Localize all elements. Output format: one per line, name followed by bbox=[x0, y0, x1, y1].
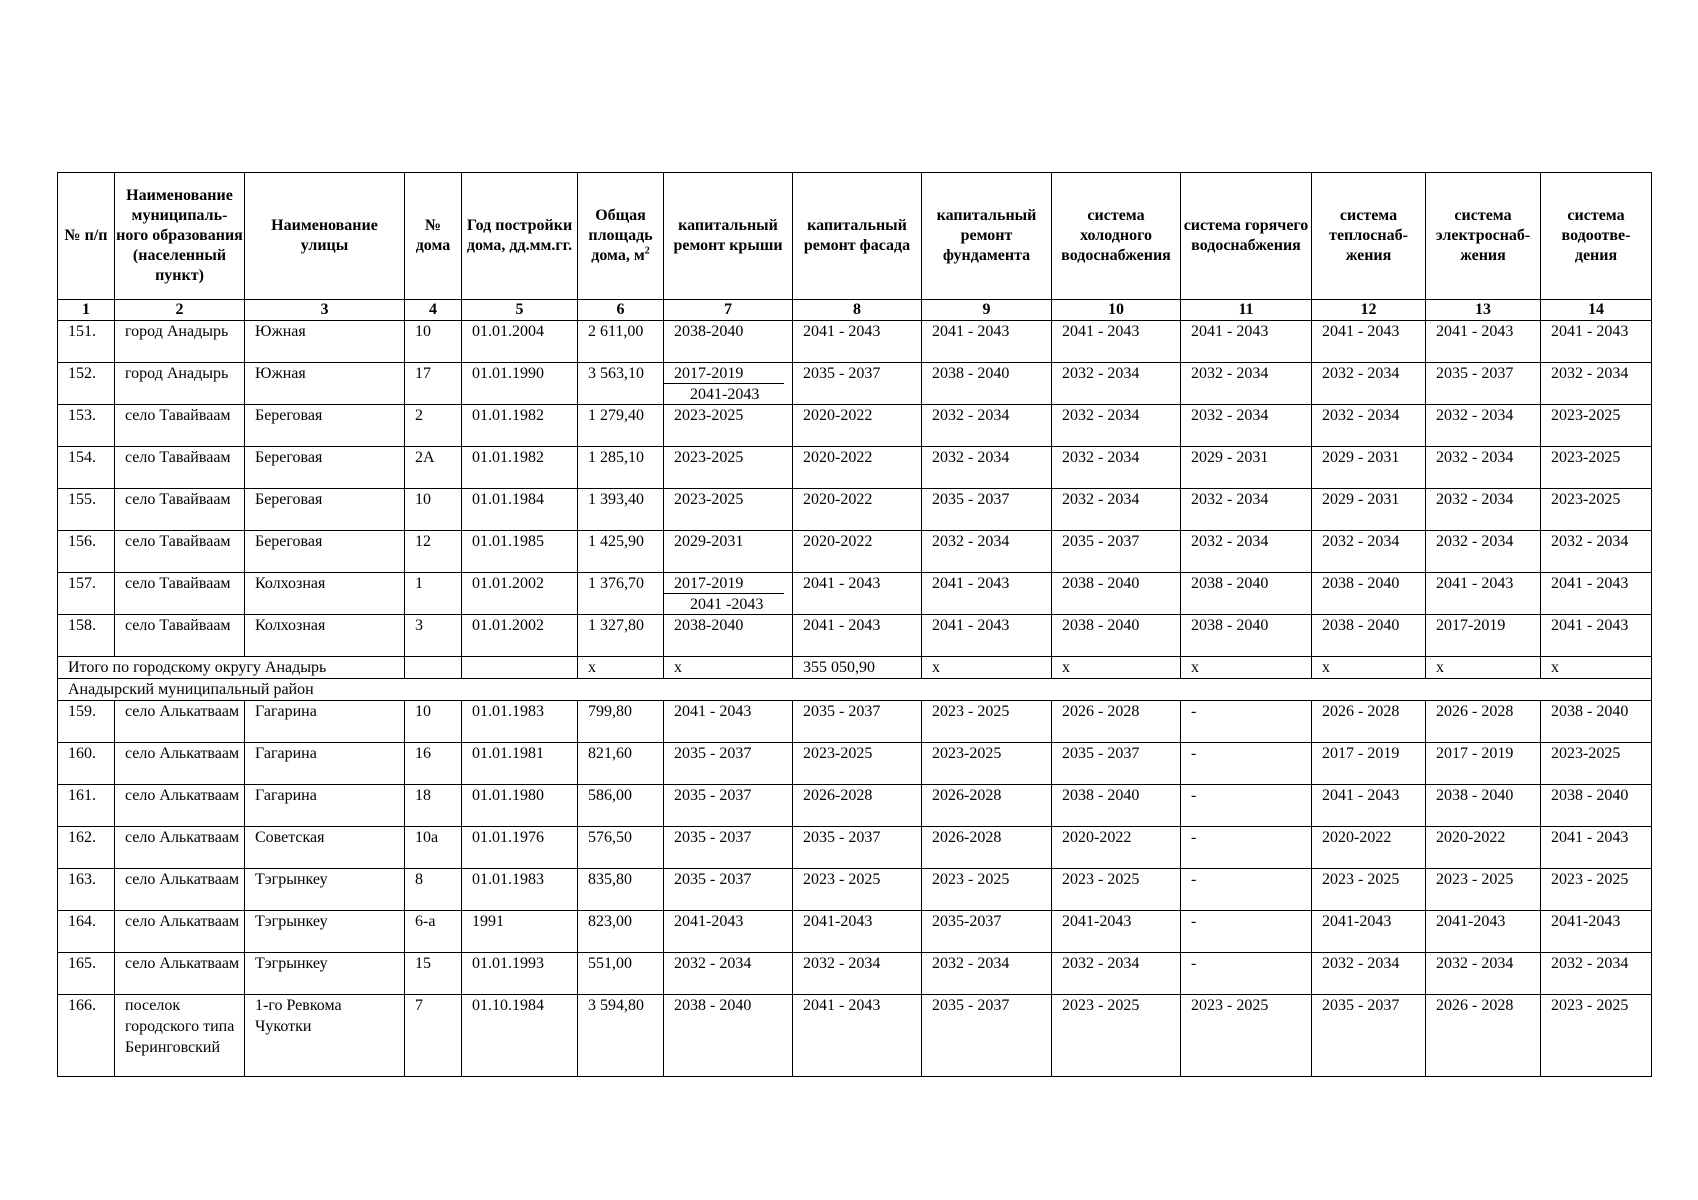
cell-build-year: 01.01.1993 bbox=[462, 953, 578, 995]
cell-cold-water: 2038 - 2040 bbox=[1052, 573, 1181, 615]
total-drainage: x bbox=[1541, 657, 1652, 679]
column-number: 9 bbox=[922, 300, 1052, 321]
total-label: Итого по городскому округу Анадырь bbox=[58, 657, 405, 679]
header-foundation-repair: капитальный ремонт фундамента bbox=[922, 173, 1052, 300]
cell-cold-water: 2032 - 2034 bbox=[1052, 953, 1181, 995]
capital-repair-schedule-table bbox=[57, 172, 1652, 1077]
total-cell-empty bbox=[462, 657, 578, 679]
cell-roof-repair: 2032 - 2034 bbox=[664, 953, 793, 995]
cell-row-number: 164. bbox=[58, 911, 115, 953]
cell-roof-repair-period-1: 2017-2019 bbox=[664, 573, 784, 594]
table-row bbox=[58, 827, 1652, 869]
cell-hot-water: - bbox=[1181, 743, 1312, 785]
cell-total-area: 1 376,70 bbox=[578, 573, 664, 615]
cell-facade-repair: 2035 - 2037 bbox=[793, 363, 922, 405]
column-number: 13 bbox=[1426, 300, 1541, 321]
cell-roof-repair: 2023-2025 bbox=[664, 447, 793, 489]
cell-row-number: 162. bbox=[58, 827, 115, 869]
cell-facade-repair: 2041-2043 bbox=[793, 911, 922, 953]
cell-municipality: село Тавайваам bbox=[115, 447, 245, 489]
column-number: 1 bbox=[58, 300, 115, 321]
cell-hot-water: 2029 - 2031 bbox=[1181, 447, 1312, 489]
cell-electric: 2032 - 2034 bbox=[1426, 447, 1541, 489]
column-number: 10 bbox=[1052, 300, 1181, 321]
cell-row-number: 161. bbox=[58, 785, 115, 827]
header-roof-repair: капитальный ремонт крыши bbox=[664, 173, 793, 300]
column-number: 12 bbox=[1312, 300, 1426, 321]
cell-facade-repair: 2035 - 2037 bbox=[793, 701, 922, 743]
cell-drainage: 2038 - 2040 bbox=[1541, 785, 1652, 827]
cell-foundation-repair: 2035-2037 bbox=[922, 911, 1052, 953]
cell-foundation-repair: 2032 - 2034 bbox=[922, 405, 1052, 447]
cell-house-number: 2А bbox=[405, 447, 462, 489]
cell-total-area: 1 285,10 bbox=[578, 447, 664, 489]
cell-row-number: 165. bbox=[58, 953, 115, 995]
cell-build-year: 1991 bbox=[462, 911, 578, 953]
cell-foundation-repair: 2032 - 2034 bbox=[922, 447, 1052, 489]
cell-row-number: 153. bbox=[58, 405, 115, 447]
cell-drainage: 2038 - 2040 bbox=[1541, 701, 1652, 743]
cell-hot-water: - bbox=[1181, 911, 1312, 953]
cell-electric: 2032 - 2034 bbox=[1426, 489, 1541, 531]
cell-street: Тэгрынкеу bbox=[245, 953, 405, 995]
cell-drainage: 2041 - 2043 bbox=[1541, 827, 1652, 869]
cell-facade-repair: 2023 - 2025 bbox=[793, 869, 922, 911]
cell-roof-repair-period-2: 2041-2043 bbox=[690, 386, 760, 403]
cell-municipality: село Тавайваам bbox=[115, 489, 245, 531]
cell-drainage: 2032 - 2034 bbox=[1541, 953, 1652, 995]
cell-heating: 2017 - 2019 bbox=[1312, 743, 1426, 785]
cell-facade-repair: 2041 - 2043 bbox=[793, 321, 922, 363]
cell-row-number: 158. bbox=[58, 615, 115, 657]
column-number: 14 bbox=[1541, 300, 1652, 321]
cell-electric: 2026 - 2028 bbox=[1426, 995, 1541, 1077]
cell-cold-water: 2041-2043 bbox=[1052, 911, 1181, 953]
cell-build-year: 01.01.1983 bbox=[462, 869, 578, 911]
cell-heating: 2029 - 2031 bbox=[1312, 489, 1426, 531]
cell-facade-repair: 2020-2022 bbox=[793, 447, 922, 489]
cell-drainage: 2041-2043 bbox=[1541, 911, 1652, 953]
cell-roof-repair: 2038-2040 bbox=[664, 321, 793, 363]
cell-electric: 2041 - 2043 bbox=[1426, 573, 1541, 615]
cell-heating: 2029 - 2031 bbox=[1312, 447, 1426, 489]
cell-street: Колхозная bbox=[245, 573, 405, 615]
cell-street: Гагарина bbox=[245, 785, 405, 827]
header-street: Наименование улицы bbox=[245, 173, 405, 300]
table-row bbox=[58, 785, 1652, 827]
cell-facade-repair: 2020-2022 bbox=[793, 531, 922, 573]
cell-heating: 2032 - 2034 bbox=[1312, 405, 1426, 447]
cell-build-year: 01.01.2002 bbox=[462, 615, 578, 657]
header-electric-system: система электроснаб-жения bbox=[1426, 173, 1541, 300]
cell-roof-repair: 2035 - 2037 bbox=[664, 869, 793, 911]
cell-row-number: 157. bbox=[58, 573, 115, 615]
cell-facade-repair: 2020-2022 bbox=[793, 405, 922, 447]
cell-heating: 2020-2022 bbox=[1312, 827, 1426, 869]
cell-build-year: 01.01.1985 bbox=[462, 531, 578, 573]
total-cold-water: x bbox=[1052, 657, 1181, 679]
cell-drainage: 2041 - 2043 bbox=[1541, 615, 1652, 657]
cell-hot-water: 2032 - 2034 bbox=[1181, 405, 1312, 447]
cell-row-number: 163. bbox=[58, 869, 115, 911]
cell-row-number: 155. bbox=[58, 489, 115, 531]
total-facade: 355 050,90 bbox=[793, 657, 922, 679]
cell-cold-water: 2023 - 2025 bbox=[1052, 869, 1181, 911]
cell-electric: 2032 - 2034 bbox=[1426, 405, 1541, 447]
cell-electric: 2023 - 2025 bbox=[1426, 869, 1541, 911]
cell-cold-water: 2032 - 2034 bbox=[1052, 489, 1181, 531]
cell-street: Береговая bbox=[245, 531, 405, 573]
header-facade-repair: капитальный ремонт фасада bbox=[793, 173, 922, 300]
cell-roof-repair: 2029-2031 bbox=[664, 531, 793, 573]
cell-foundation-repair: 2041 - 2043 bbox=[922, 615, 1052, 657]
table-row bbox=[58, 869, 1652, 911]
cell-electric: 2020-2022 bbox=[1426, 827, 1541, 869]
cell-electric: 2017 - 2019 bbox=[1426, 743, 1541, 785]
cell-total-area: 799,80 bbox=[578, 701, 664, 743]
cell-municipality: село Тавайваам bbox=[115, 405, 245, 447]
table-body-anadyr bbox=[58, 321, 1652, 657]
cell-municipality: село Алькатваам bbox=[115, 743, 245, 785]
cell-total-area: 1 327,80 bbox=[578, 615, 664, 657]
column-number: 11 bbox=[1181, 300, 1312, 321]
table-row bbox=[58, 363, 1652, 405]
cell-cold-water: 2032 - 2034 bbox=[1052, 447, 1181, 489]
cell-roof-repair bbox=[664, 363, 793, 405]
cell-cold-water: 2032 - 2034 bbox=[1052, 363, 1181, 405]
table-row bbox=[58, 573, 1652, 615]
total-row bbox=[58, 657, 1652, 679]
total-hot-water: x bbox=[1181, 657, 1312, 679]
cell-municipality: село Тавайваам bbox=[115, 573, 245, 615]
cell-drainage: 2023-2025 bbox=[1541, 489, 1652, 531]
cell-hot-water: 2032 - 2034 bbox=[1181, 363, 1312, 405]
cell-electric: 2032 - 2034 bbox=[1426, 531, 1541, 573]
cell-street: Советская bbox=[245, 827, 405, 869]
cell-total-area: 576,50 bbox=[578, 827, 664, 869]
cell-roof-repair: 2035 - 2037 bbox=[664, 785, 793, 827]
column-number: 2 bbox=[115, 300, 245, 321]
cell-foundation-repair: 2026-2028 bbox=[922, 827, 1052, 869]
cell-foundation-repair: 2032 - 2034 bbox=[922, 953, 1052, 995]
total-electric: x bbox=[1426, 657, 1541, 679]
table-row bbox=[58, 911, 1652, 953]
cell-drainage: 2041 - 2043 bbox=[1541, 321, 1652, 363]
cell-heating: 2038 - 2040 bbox=[1312, 615, 1426, 657]
cell-foundation-repair: 2038 - 2040 bbox=[922, 363, 1052, 405]
cell-heating: 2038 - 2040 bbox=[1312, 573, 1426, 615]
table-row bbox=[58, 405, 1652, 447]
cell-street: Тэгрынкеу bbox=[245, 911, 405, 953]
cell-street: 1-го Ревкома Чукотки bbox=[245, 995, 405, 1077]
table-row bbox=[58, 953, 1652, 995]
cell-build-year: 01.01.2004 bbox=[462, 321, 578, 363]
column-number: 7 bbox=[664, 300, 793, 321]
header-total-area-label: Общая площадь дома, м bbox=[588, 207, 653, 264]
cell-cold-water: 2032 - 2034 bbox=[1052, 405, 1181, 447]
cell-foundation-repair: 2041 - 2043 bbox=[922, 573, 1052, 615]
cell-total-area: 551,00 bbox=[578, 953, 664, 995]
cell-house-number: 7 bbox=[405, 995, 462, 1077]
cell-house-number: 12 bbox=[405, 531, 462, 573]
cell-street: Южная bbox=[245, 363, 405, 405]
cell-street: Южная bbox=[245, 321, 405, 363]
cell-cold-water: 2020-2022 bbox=[1052, 827, 1181, 869]
cell-heating: 2026 - 2028 bbox=[1312, 701, 1426, 743]
header-row bbox=[58, 173, 1652, 300]
cell-hot-water: - bbox=[1181, 701, 1312, 743]
cell-house-number: 15 bbox=[405, 953, 462, 995]
cell-house-number: 3 bbox=[405, 615, 462, 657]
cell-hot-water: 2038 - 2040 bbox=[1181, 573, 1312, 615]
cell-electric: 2032 - 2034 bbox=[1426, 953, 1541, 995]
cell-house-number: 10 bbox=[405, 701, 462, 743]
cell-hot-water: 2038 - 2040 bbox=[1181, 615, 1312, 657]
cell-hot-water: - bbox=[1181, 953, 1312, 995]
table-row bbox=[58, 995, 1652, 1077]
cell-house-number: 17 bbox=[405, 363, 462, 405]
cell-drainage: 2032 - 2034 bbox=[1541, 363, 1652, 405]
cell-row-number: 160. bbox=[58, 743, 115, 785]
cell-heating: 2032 - 2034 bbox=[1312, 953, 1426, 995]
cell-electric: 2041-2043 bbox=[1426, 911, 1541, 953]
cell-row-number: 152. bbox=[58, 363, 115, 405]
cell-municipality: село Алькатваам bbox=[115, 701, 245, 743]
column-number-row bbox=[58, 300, 1652, 321]
header-build-year: Год постройки дома, дд.мм.гг. bbox=[462, 173, 578, 300]
cell-facade-repair: 2041 - 2043 bbox=[793, 995, 922, 1077]
total-foundation: x bbox=[922, 657, 1052, 679]
cell-hot-water: - bbox=[1181, 869, 1312, 911]
cell-hot-water: - bbox=[1181, 785, 1312, 827]
cell-total-area: 586,00 bbox=[578, 785, 664, 827]
table-row bbox=[58, 743, 1652, 785]
cell-heating: 2032 - 2034 bbox=[1312, 531, 1426, 573]
column-number: 3 bbox=[245, 300, 405, 321]
cell-foundation-repair: 2023 - 2025 bbox=[922, 869, 1052, 911]
cell-facade-repair: 2035 - 2037 bbox=[793, 827, 922, 869]
cell-heating: 2035 - 2037 bbox=[1312, 995, 1426, 1077]
cell-municipality: село Тавайваам bbox=[115, 615, 245, 657]
cell-house-number: 10 bbox=[405, 321, 462, 363]
cell-build-year: 01.01.1976 bbox=[462, 827, 578, 869]
cell-street: Береговая bbox=[245, 405, 405, 447]
cell-foundation-repair: 2041 - 2043 bbox=[922, 321, 1052, 363]
cell-electric: 2017-2019 bbox=[1426, 615, 1541, 657]
table-row bbox=[58, 489, 1652, 531]
cell-roof-repair: 2041 - 2043 bbox=[664, 701, 793, 743]
cell-municipality: село Алькатваам bbox=[115, 869, 245, 911]
cell-build-year: 01.01.1982 bbox=[462, 405, 578, 447]
section-title: Анадырский муниципальный район bbox=[58, 679, 1652, 701]
cell-total-area: 821,60 bbox=[578, 743, 664, 785]
cell-house-number: 10а bbox=[405, 827, 462, 869]
header-total-area bbox=[578, 173, 664, 300]
cell-total-area: 1 425,90 bbox=[578, 531, 664, 573]
table-row bbox=[58, 615, 1652, 657]
cell-build-year: 01.01.1982 bbox=[462, 447, 578, 489]
cell-total-area: 835,80 bbox=[578, 869, 664, 911]
cell-total-area: 1 393,40 bbox=[578, 489, 664, 531]
cell-build-year: 01.01.1980 bbox=[462, 785, 578, 827]
cell-total-area: 3 594,80 bbox=[578, 995, 664, 1077]
cell-street: Береговая bbox=[245, 489, 405, 531]
cell-facade-repair: 2041 - 2043 bbox=[793, 573, 922, 615]
cell-heating: 2041-2043 bbox=[1312, 911, 1426, 953]
column-number: 5 bbox=[462, 300, 578, 321]
cell-street: Береговая bbox=[245, 447, 405, 489]
cell-row-number: 151. bbox=[58, 321, 115, 363]
cell-row-number: 154. bbox=[58, 447, 115, 489]
cell-foundation-repair: 2035 - 2037 bbox=[922, 995, 1052, 1077]
header-cold-water-system: система холодного водоснабжения bbox=[1052, 173, 1181, 300]
total-area: x bbox=[578, 657, 664, 679]
cell-municipality: село Алькатваам bbox=[115, 911, 245, 953]
table-row bbox=[58, 447, 1652, 489]
cell-roof-repair: 2035 - 2037 bbox=[664, 827, 793, 869]
cell-cold-water: 2026 - 2028 bbox=[1052, 701, 1181, 743]
header-drainage-system: система водоотве-дения bbox=[1541, 173, 1652, 300]
cell-house-number: 10 bbox=[405, 489, 462, 531]
section-row bbox=[58, 679, 1652, 701]
cell-electric: 2038 - 2040 bbox=[1426, 785, 1541, 827]
table-row bbox=[58, 701, 1652, 743]
cell-cold-water: 2041 - 2043 bbox=[1052, 321, 1181, 363]
cell-drainage: 2023-2025 bbox=[1541, 405, 1652, 447]
cell-roof-repair-period-1: 2017-2019 bbox=[664, 363, 784, 384]
cell-street: Тэгрынкеу bbox=[245, 869, 405, 911]
header-hot-water-system: система горячего водоснабжения bbox=[1181, 173, 1312, 300]
cell-drainage: 2041 - 2043 bbox=[1541, 573, 1652, 615]
cell-foundation-repair: 2026-2028 bbox=[922, 785, 1052, 827]
column-number: 8 bbox=[793, 300, 922, 321]
cell-hot-water: 2023 - 2025 bbox=[1181, 995, 1312, 1077]
cell-build-year: 01.01.1981 bbox=[462, 743, 578, 785]
cell-total-area: 3 563,10 bbox=[578, 363, 664, 405]
cell-hot-water: 2032 - 2034 bbox=[1181, 531, 1312, 573]
cell-facade-repair: 2032 - 2034 bbox=[793, 953, 922, 995]
cell-roof-repair: 2023-2025 bbox=[664, 489, 793, 531]
cell-heating: 2041 - 2043 bbox=[1312, 321, 1426, 363]
cell-cold-water: 2035 - 2037 bbox=[1052, 531, 1181, 573]
header-total-area-unit-exponent: 2 bbox=[644, 245, 650, 257]
cell-electric: 2041 - 2043 bbox=[1426, 321, 1541, 363]
cell-row-number: 166. bbox=[58, 995, 115, 1077]
cell-facade-repair: 2020-2022 bbox=[793, 489, 922, 531]
cell-municipality: город Анадырь bbox=[115, 363, 245, 405]
cell-heating: 2041 - 2043 bbox=[1312, 785, 1426, 827]
cell-street: Гагарина bbox=[245, 701, 405, 743]
cell-roof-repair-period-2: 2041 -2043 bbox=[690, 596, 764, 613]
table-summary bbox=[58, 657, 1652, 701]
cell-drainage: 2023 - 2025 bbox=[1541, 995, 1652, 1077]
cell-facade-repair: 2023-2025 bbox=[793, 743, 922, 785]
cell-house-number: 16 bbox=[405, 743, 462, 785]
table-row bbox=[58, 321, 1652, 363]
header-municipality: Наименование муниципаль-ного образования (населенный пункт) bbox=[115, 173, 245, 300]
cell-row-number: 156. bbox=[58, 531, 115, 573]
cell-roof-repair: 2023-2025 bbox=[664, 405, 793, 447]
cell-electric: 2035 - 2037 bbox=[1426, 363, 1541, 405]
column-number: 6 bbox=[578, 300, 664, 321]
cell-municipality: село Алькатваам bbox=[115, 953, 245, 995]
cell-electric: 2026 - 2028 bbox=[1426, 701, 1541, 743]
cell-cold-water: 2038 - 2040 bbox=[1052, 615, 1181, 657]
cell-foundation-repair: 2035 - 2037 bbox=[922, 489, 1052, 531]
cell-facade-repair: 2041 - 2043 bbox=[793, 615, 922, 657]
cell-roof-repair: 2038 - 2040 bbox=[664, 995, 793, 1077]
cell-house-number: 8 bbox=[405, 869, 462, 911]
cell-total-area: 823,00 bbox=[578, 911, 664, 953]
column-number: 4 bbox=[405, 300, 462, 321]
header-row-number: № п/п bbox=[58, 173, 115, 300]
cell-roof-repair: 2035 - 2037 bbox=[664, 743, 793, 785]
cell-roof-repair bbox=[664, 573, 793, 615]
cell-build-year: 01.01.1984 bbox=[462, 489, 578, 531]
cell-foundation-repair: 2023 - 2025 bbox=[922, 701, 1052, 743]
cell-drainage: 2023-2025 bbox=[1541, 447, 1652, 489]
cell-hot-water: - bbox=[1181, 827, 1312, 869]
cell-drainage: 2023 - 2025 bbox=[1541, 869, 1652, 911]
cell-build-year: 01.01.1990 bbox=[462, 363, 578, 405]
cell-total-area: 1 279,40 bbox=[578, 405, 664, 447]
cell-roof-repair: 2041-2043 bbox=[664, 911, 793, 953]
total-cell-empty bbox=[405, 657, 462, 679]
cell-municipality: село Тавайваам bbox=[115, 531, 245, 573]
cell-build-year: 01.01.2002 bbox=[462, 573, 578, 615]
cell-street: Гагарина bbox=[245, 743, 405, 785]
cell-foundation-repair: 2023-2025 bbox=[922, 743, 1052, 785]
cell-heating: 2023 - 2025 bbox=[1312, 869, 1426, 911]
cell-cold-water: 2035 - 2037 bbox=[1052, 743, 1181, 785]
table-row bbox=[58, 531, 1652, 573]
cell-house-number: 6-а bbox=[405, 911, 462, 953]
header-heating-system: система теплоснаб-жения bbox=[1312, 173, 1426, 300]
cell-drainage: 2032 - 2034 bbox=[1541, 531, 1652, 573]
cell-roof-repair: 2038-2040 bbox=[664, 615, 793, 657]
table-body-anadyr-district bbox=[58, 701, 1652, 1077]
cell-municipality: село Алькатваам bbox=[115, 785, 245, 827]
cell-house-number: 2 bbox=[405, 405, 462, 447]
cell-build-year: 01.01.1983 bbox=[462, 701, 578, 743]
cell-house-number: 18 bbox=[405, 785, 462, 827]
total-heating: x bbox=[1312, 657, 1426, 679]
cell-cold-water: 2038 - 2040 bbox=[1052, 785, 1181, 827]
cell-street: Колхозная bbox=[245, 615, 405, 657]
cell-house-number: 1 bbox=[405, 573, 462, 615]
cell-municipality: село Алькатваам bbox=[115, 827, 245, 869]
cell-cold-water: 2023 - 2025 bbox=[1052, 995, 1181, 1077]
cell-foundation-repair: 2032 - 2034 bbox=[922, 531, 1052, 573]
total-roof: x bbox=[664, 657, 793, 679]
header-house-number: № дома bbox=[405, 173, 462, 300]
cell-build-year: 01.10.1984 bbox=[462, 995, 578, 1077]
cell-municipality: поселок городского типа Беринговский bbox=[115, 995, 245, 1077]
cell-hot-water: 2032 - 2034 bbox=[1181, 489, 1312, 531]
cell-row-number: 159. bbox=[58, 701, 115, 743]
cell-heating: 2032 - 2034 bbox=[1312, 363, 1426, 405]
cell-municipality: город Анадырь bbox=[115, 321, 245, 363]
cell-hot-water: 2041 - 2043 bbox=[1181, 321, 1312, 363]
cell-drainage: 2023-2025 bbox=[1541, 743, 1652, 785]
cell-total-area: 2 611,00 bbox=[578, 321, 664, 363]
cell-facade-repair: 2026-2028 bbox=[793, 785, 922, 827]
